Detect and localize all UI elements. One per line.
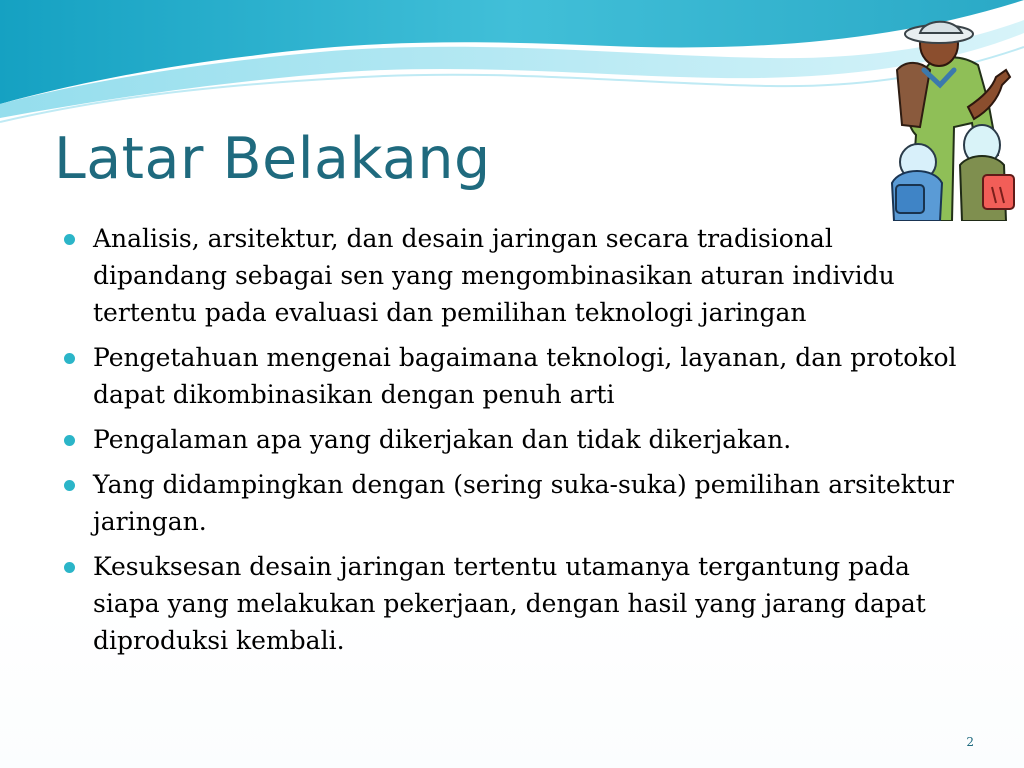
top-wave-decoration [0, 0, 1024, 140]
bullet-text: Kesuksesan desain jaringan tertentu utamanya tergantung pada siapa yang melakukan pekerjaan, dengan hasil yang jarang dapat diproduksi kembali. [93, 552, 926, 655]
scouts-clipart-icon [882, 15, 1024, 221]
bullet-text: Analisis, arsitektur, dan desain jaringan secara tradisional dipandang sebagai sen yang mengombinasikan aturan individu tertentu pada evaluasi dan pemilihan teknologi jaringan [93, 224, 895, 327]
circle-bullet-icon [64, 435, 75, 446]
circle-bullet-icon [64, 562, 75, 573]
circle-bullet-icon [64, 234, 75, 245]
list-item [64, 421, 974, 458]
page-number: 2 [966, 735, 974, 749]
circle-bullet-icon [64, 480, 75, 491]
list-item [64, 339, 974, 413]
bullet-text: Yang didampingkan dengan (sering suka-suka) pemilihan arsitektur jaringan. [93, 470, 954, 536]
list-item [64, 466, 974, 540]
circle-bullet-icon [64, 353, 75, 364]
list-item [64, 548, 974, 659]
bullet-text: Pengalaman apa yang dikerjakan dan tidak dikerjakan. [93, 425, 792, 454]
list-item [64, 220, 974, 331]
bullet-list [64, 220, 974, 667]
bullet-text: Pengetahuan mengenai bagaimana teknologi, layanan, dan protokol dapat dikombinasikan dengan penuh arti [93, 343, 957, 409]
slide-title: Latar Belakang [54, 126, 491, 192]
